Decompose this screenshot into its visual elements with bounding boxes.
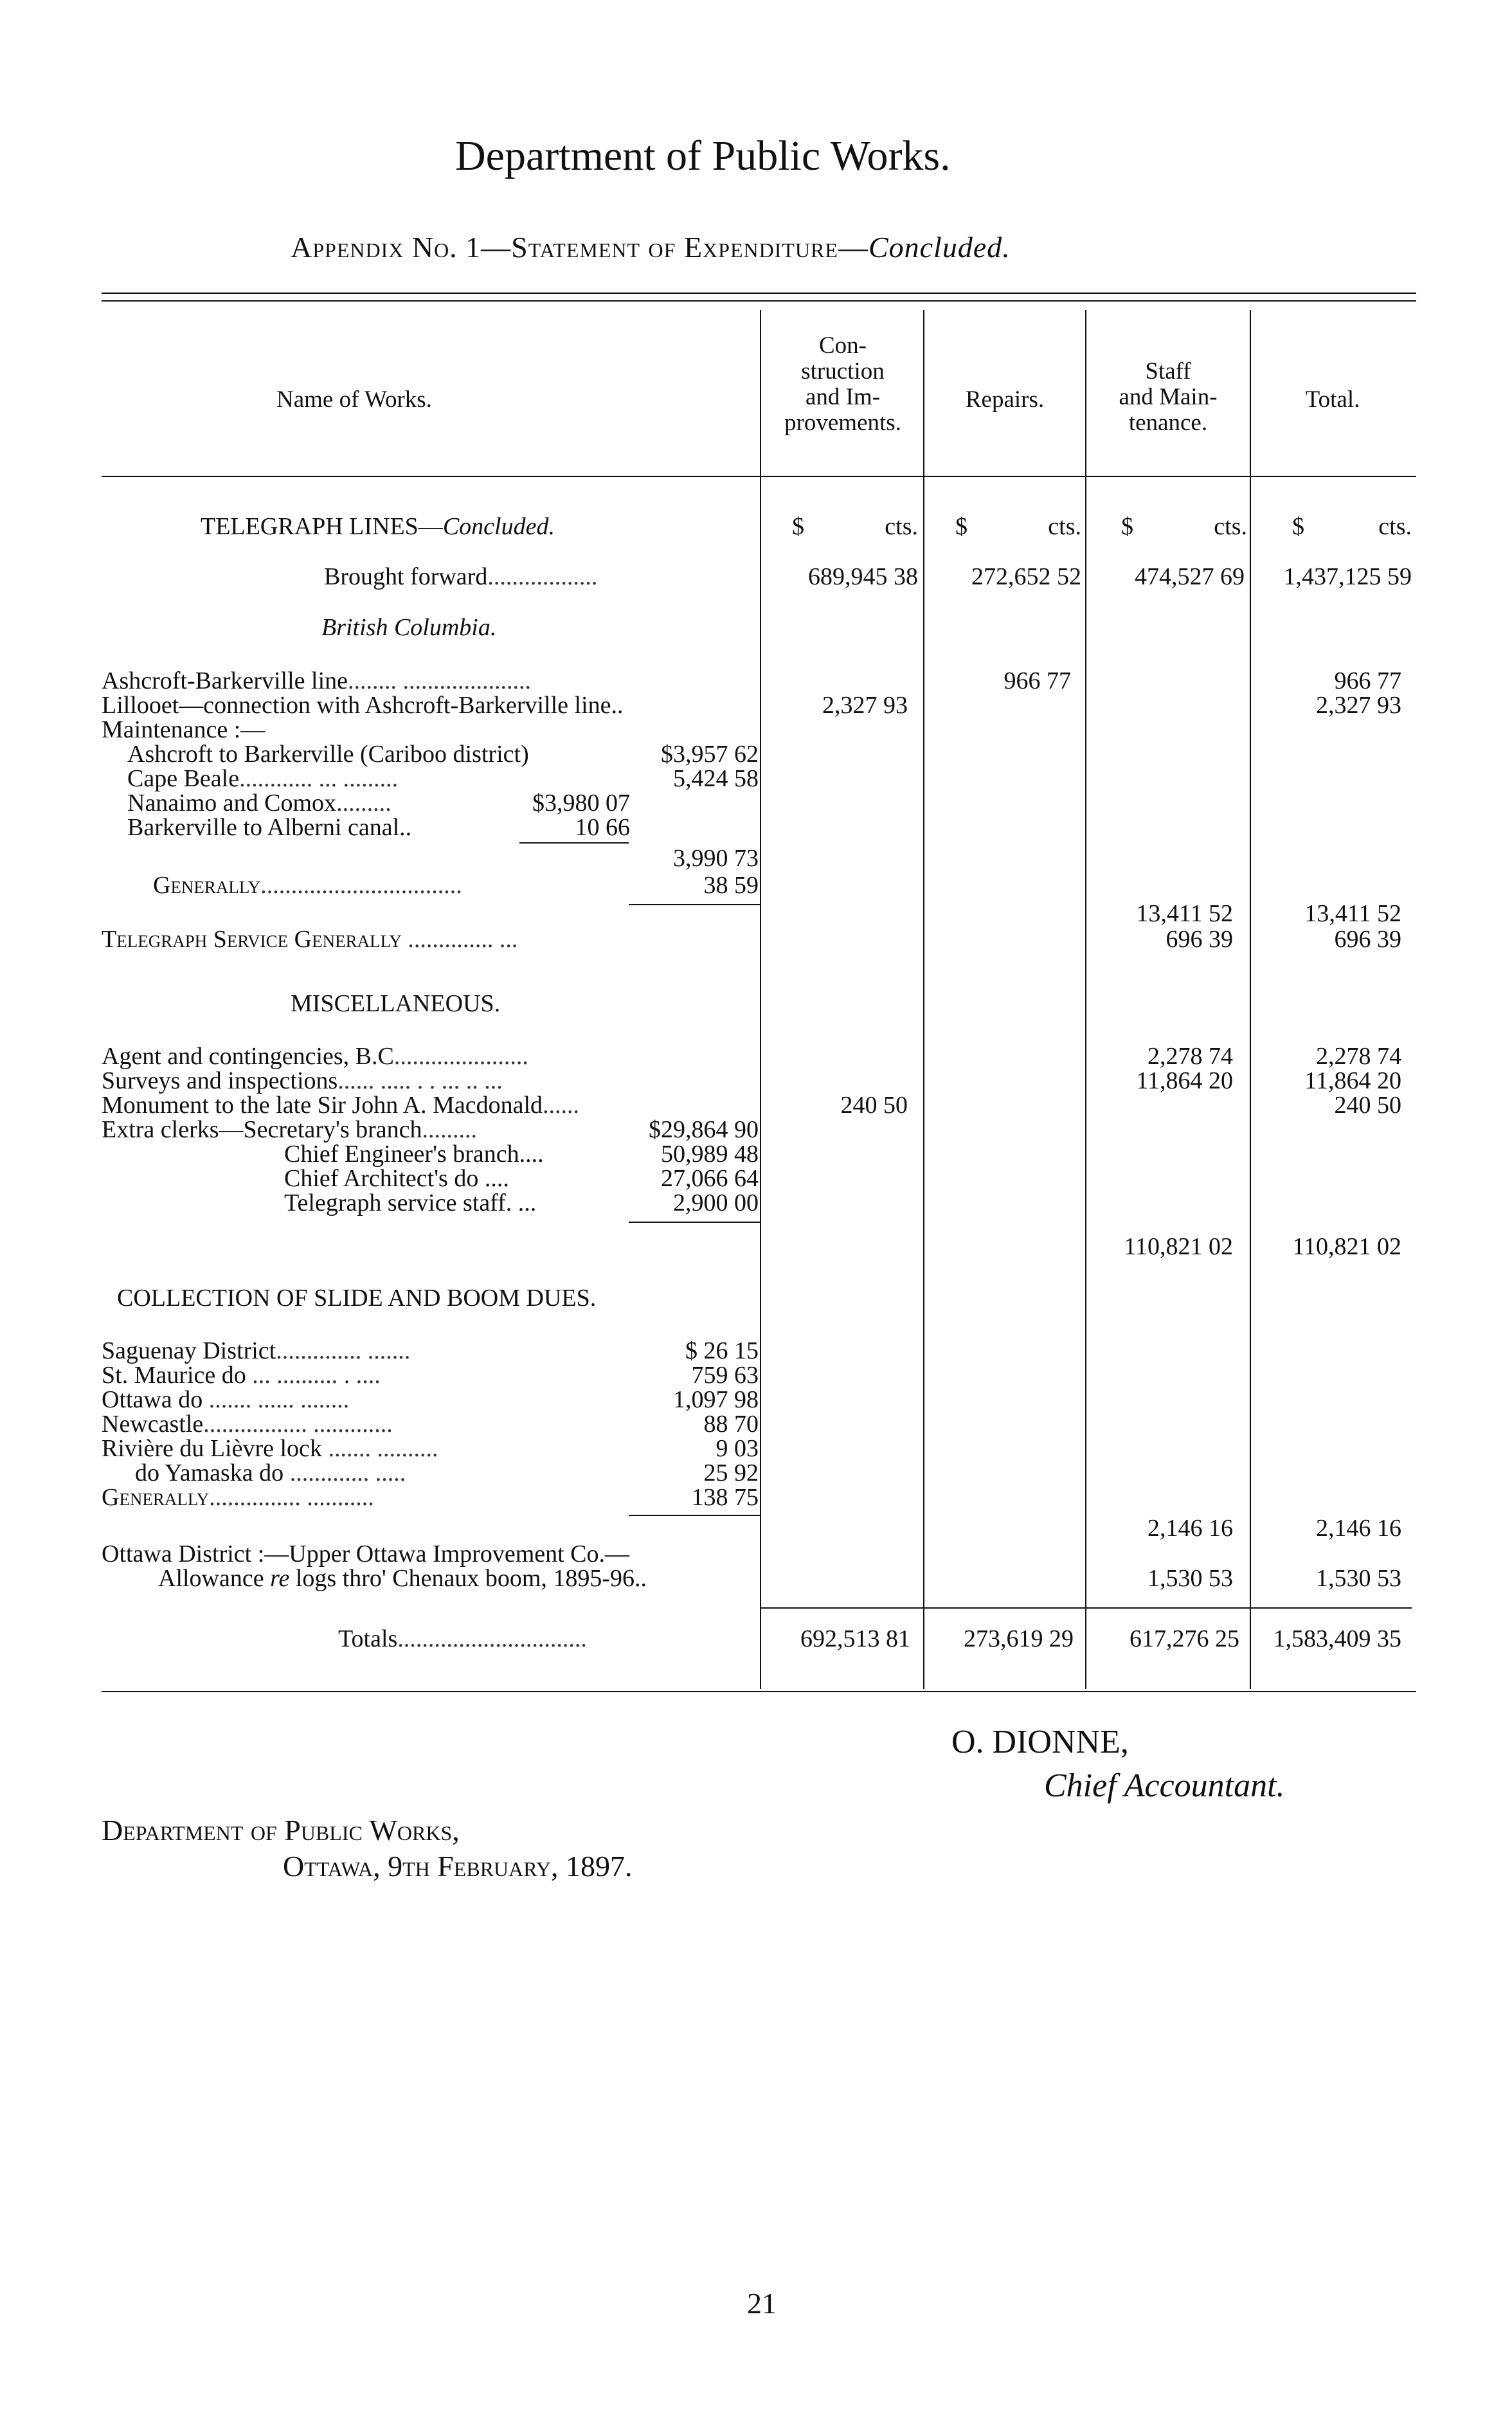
- st-maurice-amount: 759 63: [691, 1362, 759, 1389]
- telegraph-staff-total-staff: 13,411 52: [1136, 900, 1233, 927]
- page-subtitle: [291, 230, 1011, 264]
- totals-staff: 617,276 25: [1130, 1625, 1239, 1652]
- col-divider-4: [1250, 310, 1251, 1689]
- generally2-label: Generally............... ...........: [102, 1484, 374, 1511]
- ottawa-district-staff: 1,530 53: [1148, 1565, 1233, 1592]
- yamaska-label: do Yamaska do ............. .....: [135, 1459, 406, 1486]
- ashcroft-cariboo-label: Ashcroft to Barkerville (Cariboo district): [127, 741, 529, 768]
- agent-label: Agent and contingencies, B.C......................: [102, 1043, 528, 1070]
- col-divider-3: [1085, 310, 1086, 1689]
- subtitle-prefix: Appendix No. 1—Statement of Expenditure—: [291, 231, 869, 264]
- table-top-rule-2: [102, 300, 1416, 302]
- brought-forward-label: Brought forward..................: [324, 563, 598, 590]
- extra-clerks-amount: $29,864 90: [649, 1116, 759, 1143]
- ashcroft-line-repairs: 966 77: [1004, 667, 1071, 694]
- monument-construction: 240 50: [840, 1092, 908, 1119]
- brought-forward-repairs: 272,652 52: [971, 563, 1081, 590]
- saguenay-label: Saguenay District.............. .......: [102, 1337, 411, 1364]
- generally1-label: Generally.................................: [153, 872, 462, 899]
- ottawa-district-label2: Allowance re logs thro' Chenaux boom, 1895-96..: [158, 1565, 647, 1592]
- maintenance-label: Maintenance :—: [102, 716, 266, 743]
- subtotal-rule-clerks: [629, 1222, 760, 1223]
- british-columbia-label: British Columbia.: [321, 614, 497, 641]
- section-heading-telegraph: [201, 513, 555, 540]
- ashcroft-cariboo-amount: $3,957 62: [661, 741, 759, 768]
- st-maurice-label: St. Maurice do ... .......... . ....: [102, 1362, 381, 1389]
- lievre-label: Rivière du Lièvre lock ....... ..........: [102, 1435, 438, 1462]
- monument-label: Monument to the late Sir John A. Macdonald......: [102, 1092, 580, 1119]
- telegraph-service-generally-staff: 696 39: [1166, 926, 1233, 953]
- ottawa-amount: 1,097 98: [673, 1386, 759, 1413]
- header-bottom-rule: [102, 476, 1416, 477]
- cape-beale-label: Cape Beale............ ... .........: [127, 765, 399, 792]
- ottawa-district-label1: Ottawa District :—Upper Ottawa Improvement Co.—: [102, 1540, 630, 1567]
- agent-staff: 2,278 74: [1148, 1043, 1233, 1070]
- lillooet-construction: 2,327 93: [822, 692, 908, 719]
- subtitle-italic: Concluded.: [868, 231, 1011, 264]
- ottawa-district-total: 1,530 53: [1316, 1565, 1401, 1592]
- telegraph-staff-label: Telegraph service staff. ...: [284, 1189, 537, 1216]
- dues-total-staff: 2,146 16: [1148, 1515, 1233, 1542]
- subtotal-rule-nanaimo: [519, 842, 629, 844]
- signature-title: Chief Accountant.: [1044, 1767, 1285, 1804]
- totals-total: 1,583,409 35: [1273, 1625, 1401, 1652]
- newcastle-amount: 88 70: [703, 1411, 759, 1438]
- totals-construction: 692,513 81: [800, 1625, 910, 1652]
- units-staff: $ cts.: [1121, 513, 1247, 540]
- section-heading-misc: MISCELLANEOUS.: [291, 990, 501, 1017]
- subtotal-rule-generally: [629, 904, 760, 905]
- table-bottom-rule: [102, 1691, 1416, 1692]
- dept-footer-line1: Department of Public Works,: [102, 1814, 460, 1847]
- chief-engineer-label: Chief Engineer's branch....: [284, 1141, 544, 1168]
- col-divider-2: [923, 310, 924, 1689]
- units-repairs: $ cts.: [955, 513, 1081, 540]
- monument-total: 240 50: [1334, 1092, 1401, 1119]
- generally2-amount: 138 75: [691, 1484, 759, 1511]
- page-number: 21: [747, 2287, 777, 2320]
- extra-clerks-label: Extra clerks—Secretary's branch.........: [102, 1116, 478, 1143]
- chief-architect-amount: 27,066 64: [661, 1165, 759, 1192]
- col-header-staff: Staff and Main- tenance.: [1119, 358, 1218, 436]
- page-title: Department of Public Works.: [455, 132, 951, 179]
- chief-architect-label: Chief Architect's do ....: [284, 1165, 509, 1192]
- cape-beale-amount: 5,424 58: [673, 765, 759, 792]
- dues-total-total: 2,146 16: [1316, 1515, 1401, 1542]
- telegraph-service-generally-total: 696 39: [1334, 926, 1401, 953]
- section-heading-telegraph-text: TELEGRAPH LINES—: [201, 513, 443, 540]
- telegraph-staff-total-total: 13,411 52: [1304, 900, 1401, 927]
- extra-clerks-total-total: 110,821 02: [1292, 1233, 1401, 1260]
- surveys-total: 11,864 20: [1304, 1067, 1401, 1094]
- surveys-label: Surveys and inspections...... ..... . . ... .. ...: [102, 1067, 503, 1094]
- units-total: $ cts.: [1292, 513, 1412, 540]
- brought-forward-total: 1,437,125 59: [1283, 563, 1412, 590]
- totals-rule: [760, 1607, 1412, 1609]
- telegraph-service-generally-label: Telegraph Service Generally .............. ...: [102, 926, 518, 953]
- col-header-construction: Con- struction and Im- provements.: [784, 332, 901, 436]
- extra-clerks-total-staff: 110,821 02: [1124, 1233, 1233, 1260]
- generally1-amount: 38 59: [703, 872, 759, 899]
- lillooet-total: 2,327 93: [1316, 692, 1401, 719]
- col-header-name: Name of Works.: [276, 386, 432, 413]
- ashcroft-line-total: 966 77: [1334, 667, 1401, 694]
- telegraph-staff-amount: 2,900 00: [673, 1189, 759, 1216]
- chief-engineer-amount: 50,989 48: [661, 1141, 759, 1168]
- nanaimo-label: Nanaimo and Comox.........: [127, 790, 392, 817]
- saguenay-amount: $ 26 15: [685, 1337, 759, 1364]
- section-heading-dues: COLLECTION OF SLIDE AND BOOM DUES.: [117, 1285, 597, 1312]
- subtotal-rule-dues: [629, 1515, 760, 1516]
- lillooet-label: Lillooet—connection with Ashcroft-Barkerville line..: [102, 692, 624, 719]
- ottawa-label: Ottawa do ....... ...... ........: [102, 1386, 350, 1413]
- totals-label: Totals...............................: [338, 1625, 587, 1652]
- section-heading-telegraph-italic: Concluded.: [442, 513, 555, 540]
- yamaska-amount: 25 92: [703, 1459, 759, 1486]
- units-construction: $ cts.: [792, 513, 918, 540]
- brought-forward-construction: 689,945 38: [808, 563, 918, 590]
- ashcroft-line-label: Ashcroft-Barkerville line........ .....................: [102, 667, 532, 694]
- col-divider-1: [760, 310, 761, 1689]
- agent-total: 2,278 74: [1316, 1043, 1401, 1070]
- surveys-staff: 11,864 20: [1136, 1067, 1233, 1094]
- brought-forward-staff: 474,527 69: [1135, 563, 1245, 590]
- col-header-total: Total.: [1305, 386, 1360, 413]
- subtotal-3990: 3,990 73: [673, 845, 759, 872]
- barkerville-alberni-amount: 10 66: [575, 814, 630, 841]
- totals-repairs: 273,619 29: [964, 1625, 1074, 1652]
- newcastle-label: Newcastle................. .............: [102, 1411, 393, 1438]
- col-header-repairs: Repairs.: [965, 386, 1045, 413]
- lievre-amount: 9 03: [716, 1435, 759, 1462]
- dept-footer-line2: Ottawa, 9th February, 1897.: [283, 1850, 633, 1883]
- nanaimo-amount: $3,980 07: [532, 790, 630, 817]
- table-top-rule: [102, 293, 1416, 294]
- signature-name: O. DIONNE,: [951, 1724, 1129, 1760]
- barkerville-alberni-label: Barkerville to Alberni canal..: [127, 814, 412, 841]
